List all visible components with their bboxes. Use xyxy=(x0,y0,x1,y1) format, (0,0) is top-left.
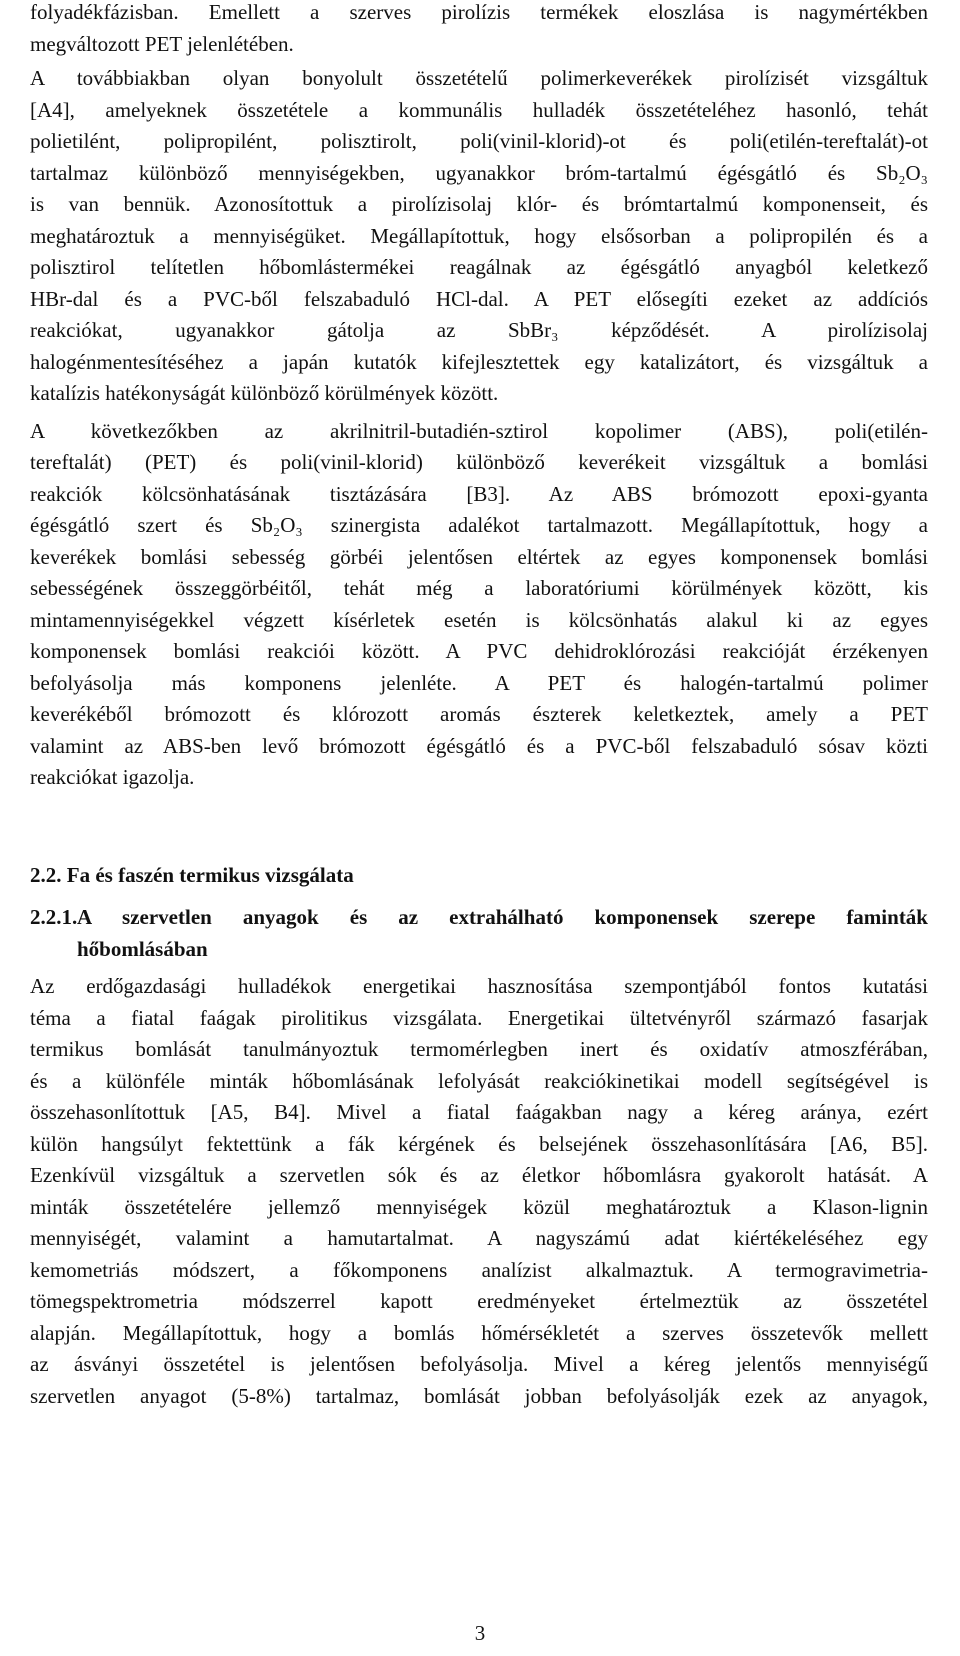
text-line: mennyiségét, valamint a hamutartalmat. A nagyszámú adat kiértékeléséhez egy xyxy=(30,1226,928,1250)
text-line: HBr-dal és a PVC-ből felszabaduló HCl-dal. A PET elősegíti ezeket az addíciós xyxy=(30,286,928,311)
document-page xyxy=(30,0,928,1412)
paragraph-abs-pet-pvc xyxy=(30,416,928,794)
text-line: keverékek bomlási sebesség görbéi jelentősen eltértek az egyes komponensek bomlási xyxy=(30,544,928,569)
text-line: és a különféle minták hőbomlásának lefolyását reakciókinetikai modell segítségével is xyxy=(30,1068,928,1093)
text-line: mintamennyiségekkel végzett kísérletek esetén is kölcsönhatás alakul ki az egyes xyxy=(30,607,928,632)
text-line: kemometriás módszert, a főkomponens analízist alkalmaztuk. A termogravimetria- xyxy=(30,1257,928,1282)
text-line: meghatároztuk a mennyiségüket. Megállapítottuk, hogy elsősorban a polipropilén és a xyxy=(30,223,928,248)
text-line: reakciókat, ugyanakkor gátolja az SbBr₃ képződését. A pirolízisolaj xyxy=(30,318,928,342)
text-line: [A4], amelyeknek összetétele a kommunális hulladék összetételéhez hasonló, tehát xyxy=(30,97,928,122)
text-line: égésgátló szert és Sb₂O₃ szinergista adalékot tartalmazott. Megállapítottuk, hogy a xyxy=(30,513,928,537)
paragraph-polymer-blends xyxy=(30,63,928,410)
text-line: megváltozott PET jelenlétében. xyxy=(30,31,294,56)
subsection-number: 2.2.1. xyxy=(30,905,78,929)
text-line: befolyásolja más komponens jelenléte. A PET és halogén-tartalmú polimer xyxy=(30,670,928,695)
text-line: alapján. Megállapítottuk, hogy a bomlás hőmérsékletét a szerves összetevők mellett xyxy=(30,1320,928,1345)
text-line: külön hangsúlyt fektettünk a fák kérgének és belsejének összehasonlítására [A6, B5]. xyxy=(30,1131,928,1156)
text-line: Az erdőgazdasági hulladékok energetikai hasznosítása szempontjából fontos kutatási xyxy=(30,974,928,998)
text-line: tömegspektrometria módszerrel kapott eredményeket értelmeztük az összetétel xyxy=(30,1289,928,1313)
text-line: polietilént, polipropilént, polisztirolt, poli(vinil-klorid)-ot és poli(etilén-tereftalát)-ot xyxy=(30,129,928,153)
text-line: katalízis hatékonyságát különböző körülmények között. xyxy=(30,381,499,405)
text-line: halogénmentesítéséhez a japán kutatók kifejlesztettek egy katalizátort, és vizsgáltuk a xyxy=(30,349,928,374)
subsection-title-line: A szervetlen anyagok és az extrahálható komponensek szerepe faminták xyxy=(77,905,928,929)
text-line: is van bennük. Azonosítottuk a pirolízisolaj klór- és brómtartalmú komponenseit, és xyxy=(30,192,928,216)
section-heading: 2.2. Fa és faszén termikus vizsgálata xyxy=(30,862,354,887)
text-line: komponensek bomlási reakciói között. A PVC dehidroklórozási reakcióját érzékenyen xyxy=(30,639,928,663)
subsection-heading xyxy=(30,902,928,965)
text-line: összehasonlítottuk [A5, B4]. Mivel a fiatal faágakban nagy a kéreg aránya, ezért xyxy=(30,1100,928,1124)
text-line: polisztirol telítetlen hőbomlástermékei reagálnak az égésgátló anyagból keletkező xyxy=(30,255,928,279)
text-line: reakciók kölcsönhatásának tisztázására [B3]. Az ABS brómozott epoxi-gyanta xyxy=(30,481,928,506)
text-line: minták összetételére jellemző mennyiségek közül meghatároztuk a Klason-lignin xyxy=(30,1194,928,1219)
text-line: reakciókat igazolja. xyxy=(30,765,195,789)
text-line: Ezenkívül vizsgáltuk a szervetlen sók és az életkor hőbomlásra gyakorolt hatását. A xyxy=(30,1163,928,1187)
text-line: tereftalát) (PET) és poli(vinil-klorid) különböző keverékeit vizsgáltuk a bomlási xyxy=(30,450,928,474)
text-line: termikus bomlását tanulmányoztuk termomérlegben inert és oxidatív atmoszférában, xyxy=(30,1037,928,1061)
text-line: sebességének összeggörbéitől, tehát még a laboratóriumi körülmények között, kis xyxy=(30,576,928,600)
text-line: keverékéből brómozott és klórozott aromás észterek keletkeztek, amely a PET xyxy=(30,702,928,726)
text-line: szervetlen anyagot (5-8%) tartalmaz, bomlását jobban befolyásolják ezek az anyagok, xyxy=(30,1383,928,1408)
text-line: tartalmaz különböző mennyiségekben, ugyanakkor bróm-tartalmú égésgátló és Sb₂O₃ xyxy=(30,160,928,185)
text-line: A következőkben az akrilnitril-butadién-sztirol kopolimer (ABS), poli(etilén- xyxy=(30,418,928,443)
text-line: A továbbiakban olyan bonyolult összetételű polimerkeverékek pirolízisét vizsgáltuk xyxy=(30,66,928,90)
text-line: téma a fiatal faágak pirolitikus vizsgálata. Energetikai ültetvényről származó fasarjak xyxy=(30,1005,928,1030)
page-number: 3 xyxy=(474,1621,486,1645)
paragraph-wood-pyrolysis xyxy=(30,971,928,1412)
subsection-title-line: hőbomlásában xyxy=(77,936,208,961)
text-line: folyadékfázisban. Emellett a szerves pirolízis termékek eloszlása is nagymértékben xyxy=(30,0,928,24)
text-line: az ásványi összetétel is jelentősen befolyásolja. Mivel a kéreg jelentős mennyiségű xyxy=(30,1352,928,1376)
paragraph-intro xyxy=(30,0,928,60)
text-line: valamint az ABS-ben levő brómozott égésgátló és a PVC-ből felszabaduló sósav közti xyxy=(30,733,928,758)
